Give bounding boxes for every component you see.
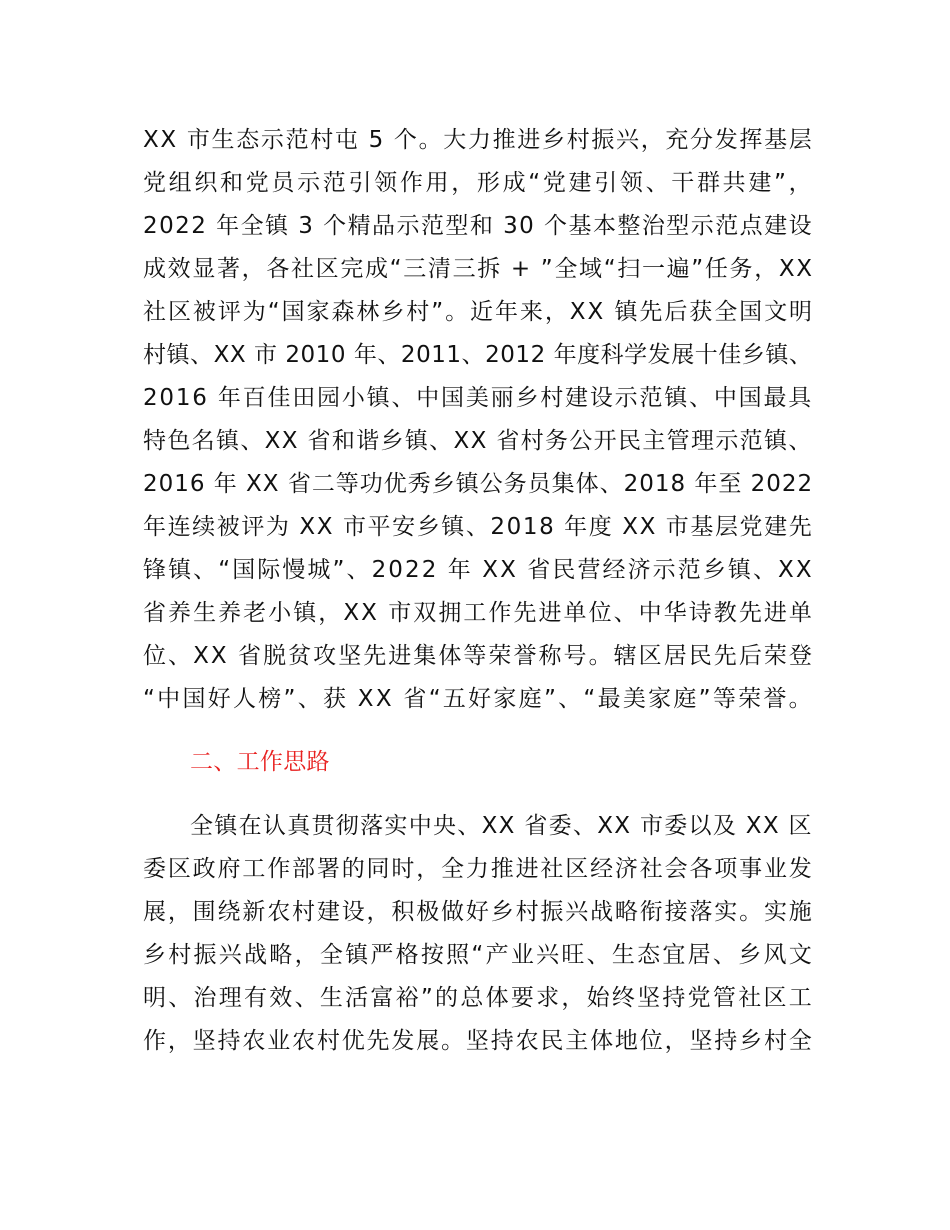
paragraph-1-line-8: 特色名镇、XX 省和谐乡镇、XX 省村务公开民主管理示范镇、: [143, 428, 813, 454]
paragraph-1-line-5: 社区被评为“国家森林乡村”。近年来，XX 镇先后获全国文明: [143, 299, 814, 325]
paragraph-1-line-13: 位、XX 省脱贫攻坚先进集体等荣誉称号。辖区居民先后荣登: [143, 643, 814, 669]
paragraph-1-line-11: 锋镇、“国际慢城”、2022 年 XX 省民营经济示范乡镇、XX: [143, 557, 814, 583]
paragraph-1-line-6: 村镇、XX 市 2010 年、2011、2012 年度科学发展十佳乡镇、: [143, 342, 813, 368]
paragraph-1-line-9: 2016 年 XX 省二等功优秀乡镇公务员集体、2018 年至 2022: [143, 471, 814, 497]
paragraph-1-line-12: 省养生养老小镇，XX 市双拥工作先进单位、中华诗教先进单: [143, 600, 814, 626]
paragraph-2-line-3: 展，围绕新农村建设，积极做好乡村振兴战略衔接落实。实施: [143, 899, 814, 925]
paragraph-2-line-4: 乡村振兴战略，全镇严格按照“产业兴旺、生态宜居、乡风文: [143, 942, 814, 968]
paragraph-2-line-2: 委区政府工作部署的同时，全力推进社区经济社会各项事业发: [143, 856, 814, 882]
paragraph-2-line-1: 全镇在认真贯彻落实中央、XX 省委、XX 市委以及 XX 区: [190, 813, 813, 839]
paragraph-1-line-3: 2022 年全镇 3 个精品示范型和 30 个基本整治型示范点建设: [143, 213, 814, 239]
paragraph-1-line-10: 年连续被评为 XX 市平安乡镇、2018 年度 XX 市基层党建先: [143, 514, 814, 540]
paragraph-1-line-7: 2016 年百佳田园小镇、中国美丽乡村建设示范镇、中国最具: [143, 385, 814, 411]
paragraph-2-line-5: 明、治理有效、生活富裕”的总体要求，始终坚持党管社区工: [143, 985, 814, 1011]
paragraph-1-line-1: XX 市生态示范村屯 5 个。大力推进乡村振兴，充分发挥基层: [143, 127, 814, 153]
section-heading: 二、工作思路: [190, 749, 330, 775]
paragraph-2-line-6: 作，坚持农业农村优先发展。坚持农民主体地位，坚持乡村全: [143, 1028, 814, 1054]
paragraph-1-line-14: “中国好人榜”、获 XX 省“五好家庭”、“最美家庭”等荣誉。: [143, 686, 814, 712]
paragraph-1-line-4: 成效显著，各社区完成“三清三拆 + ”全域“扫一遍”任务，XX: [143, 256, 814, 282]
paragraph-1-line-2: 党组织和党员示范引领作用，形成“党建引领、干群共建”，: [143, 170, 815, 196]
